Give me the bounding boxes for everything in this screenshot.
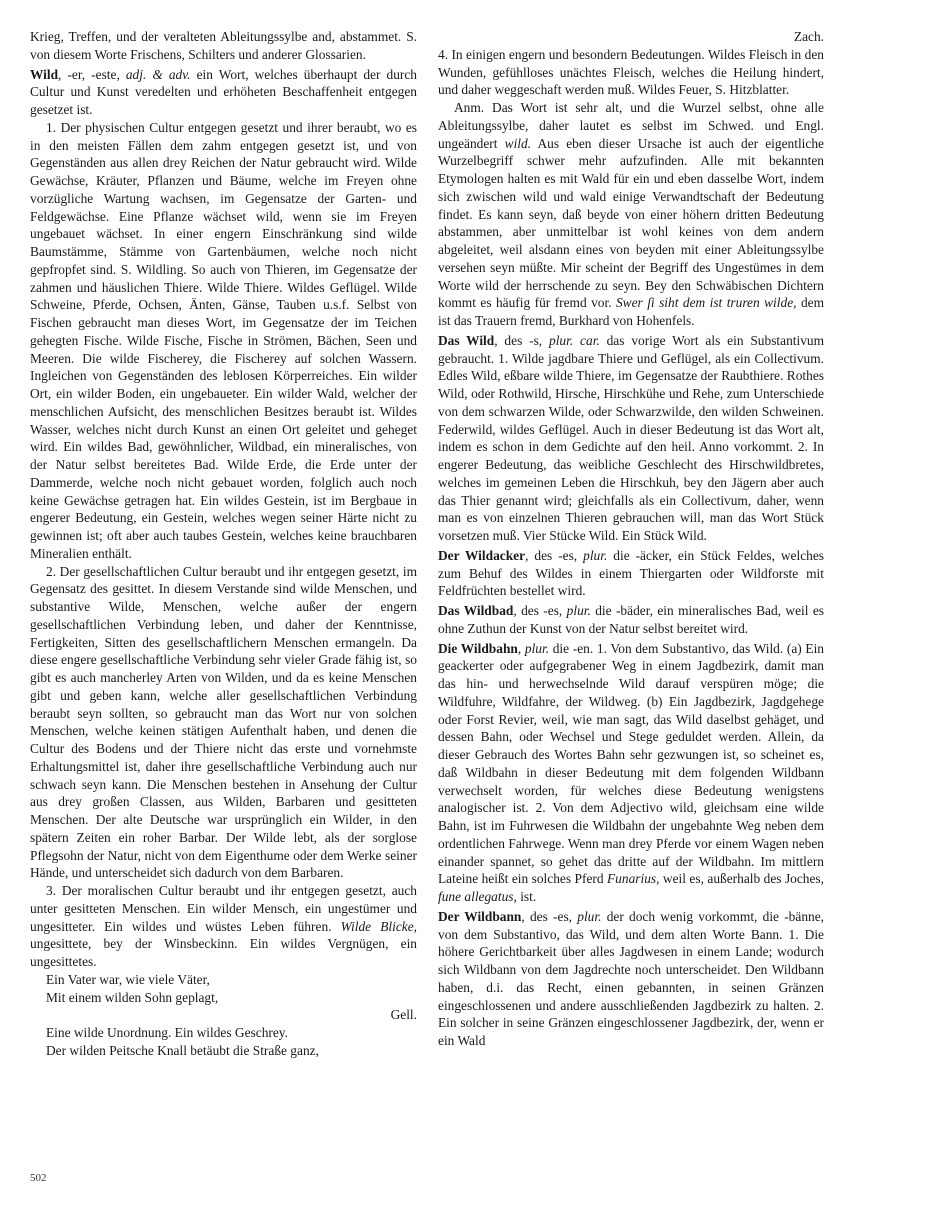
entry-das-wild: Das Wild, des -s, plur. car. das vorige Wort als ein Substantivum gebraucht. 1. Wilde jagdbare Thiere und Geflügel, als ein Collectivum. Edles Wild, eßbare wilde Thiere, im Gegensatze der Raubthiere. Rothes Wild, oder Rothwild, Hirsche, Hirschkühe und Rehe, zum Unterschiede von dem schwarzen Wilde, oder Schwarzwilde, den wilden Schweinen. Federwild, wildes Geflügel. Auch in dieser Bedeutung ist das Wort alt, indem es schon in dem Gedichte auf den heil. Anno vorkommt. 2. In engerer Bedeutung, das weibliche Geschlecht des Hirschwildbretes, welches im gemeinen Leben die Hirschkuh, bey den Jägern aber auch das Thier genannt wird; gleichfalls als ein Collectivum, daher, wenn man es von einzelnen Thieren gebrauchen will, man das Wort Stück vorsetzen muß. Vier Stücke Wild. Ein Stück Wild. bbox=[438, 332, 825, 543]
headword: Wild bbox=[30, 66, 59, 82]
part-of-speech: plur. bbox=[577, 908, 602, 924]
example-line: Eine wilde Unordnung. Ein wildes Geschrey. bbox=[46, 1025, 288, 1040]
verse-line: Ein Vater war, wie viele Väter, bbox=[46, 971, 210, 987]
verse-line: Der wilden Peitsche Knall betäubt die Straße ganz, bbox=[46, 1042, 319, 1058]
continued-paragraph: Krieg, Treffen, und der veralteten Ableitungssylbe and, abstammet. S. von diesem Worte Frischens, Schilters und anderer Glossarien. bbox=[30, 29, 417, 62]
headword: Das Wildbad bbox=[438, 603, 514, 618]
part-of-speech: plur. bbox=[583, 547, 608, 563]
entry-wildbann: Der Wildbann, des -es, plur. der doch wenig vorkommt, die -bänne, von dem Substantivo, das Wild, und dem alten Worte Bann. 1. Die höhere Gerichtbarkeit über alles Jagdwesen in einem Lande; wodurch sich Wildbann von dem Jagdrechte noch unterscheidet. Den Wildbann haben, d.i. das Recht, einen gebannten, in seinen Gränzen eingeschlossenen und andere ausschließenden Jagdbezirk zu halten. 2. Ein solcher in seine Gränzen eingeschlossener Jagdbezirk, der, wenn er ein Wald bbox=[438, 908, 825, 1048]
entry-wildacker: Der Wildacker, des -es, plur. die -äcker, ein Stück Feldes, welches zum Behuf des Wildes in einem Thiergarten oder Wildforste mit Feldfrüchten bestellet wird. bbox=[438, 547, 825, 599]
annotation: Anm. Das Wort ist sehr alt, und die Wurzel selbst, ohne alle Ableitungssylbe, daher lautet es selbst im Schwed. und Engl. ungeändert wild. Aus eben dieser Ursache ist auch der eigentliche Wurzelbegriff schwer mehr aufzufinden. Alle mit bekannten Etymologen halten es mit Wald für ein und eben dasselbe Wort, indem sich zwischen wild und wald einige Verwandtschaft der Bedeutung findet. Es kann seyn, daß beyde von einer höhern dritten Bedeutung abstammen, aber unmittelbar ist wohl keines von dem andern abgeleitet, weil alsdann eines von beyden mit einer Ableitungssylbe versehen seyn müßte. Mir scheint der Begriff des Ungestümes in dem Worte wild der herrschende zu seyn. Bey den Schwäbischen Dichtern kommt es häufig für fremd vor. Swer ſi siht dem ist truren wilde, dem ist das Trauern fremd, Burkhard von Hohenfels. bbox=[438, 100, 824, 328]
sense-1: 1. Der physischen Cultur entgegen gesetzt und ihrer beraubt, wo es in den meisten Fällen dem zahm entgegen gesetzt ist, und von Gegenständen aus allen drey Reichen der Natur gebraucht wird. Wilde Gewächse, Kräuter, Pflanzen und Bäume, welche im Freyen ohne vorzügliche Wartung wachsen, im Gegensatze der Garten- und Feldgewächse. Eine Pflanze wächset wild, wenn sie im Freyen ungebauet wächset. In einer engern Einschränkung sind wilde Baumstämme, Stämme von Gartenbäumen, welche noch nicht gepfropfet sind. S. Wildling. So auch von Thieren, im Gegensatze der zahmen und häuslichen Thiere. Wilde Thiere. Wildes Geflügel. Wilde Schweine, Pferde, Ochsen, Änten, Gänse, Tauben u.s.f. Selbst von Fischen gebraucht man dieses Wort, im Gegensatze der im Teichen gehegten Fische. Wilde Fische, Fische in Strömen, Bächen, Seen und Meeren. Die wilde Fischerey, die Fischerey auf solchen Wassern. Ingleichen von Gegenständen des leblosen Körperreiches. Ein wilder Ort, ein wilder Boden, ein ungebaueter. Ein wilder Wald, welcher der menschlichen Aufsicht, des menschlichen Besitzes beraubt ist. Wildes Wasser, welches nicht durch Kunst an einen Ort geleitet und geheget wird. Ein wildes Bad, gewöhnlicher, Wildbad, ein mineralisches, von der Natur selbst bereitetes Bad. Wilde Erde, die Erde unter der Dammerde, welche noch nicht gebauet worden, folglich auch noch keine Gewächse getragen hat. Ein wildes Gestein, ist im Bergbaue in engerer Bedeutung, ein Gestein, welches wegen seiner Härte nicht zu gewinnen ist; oft aber auch taubes Gestein, welches keine brauchbaren Mineralien enthält. bbox=[30, 119, 417, 561]
headword: Der Wildacker bbox=[438, 547, 526, 563]
part-of-speech: plur. bbox=[524, 640, 550, 656]
headword: Der Wildbann bbox=[438, 908, 522, 924]
sense-4: 4. In einigen engern und besondern Bedeutungen. Wildes Fleisch in den Wunden, gefühlloses unächtes Fleisch, welches die Heilung hindert, und daher weggeschaft werden muß. Wildes Feuer, S. Hitzblatter. bbox=[438, 46, 824, 98]
page-number: 502 bbox=[30, 1172, 47, 1184]
part-of-speech: plur. car. bbox=[549, 332, 600, 348]
part-of-speech: plur. bbox=[566, 603, 591, 618]
left-column bbox=[30, 28, 417, 1060]
right-column bbox=[438, 28, 824, 1050]
verse-source: Zach. bbox=[793, 29, 824, 44]
entry-wild: Wild, -er, -este, adj. & adv. ein Wort, welches überhaupt der durch Cultur und Kunst veredelten und erhöheten Beschaffenheit entgegen gesetzet ist. bbox=[30, 66, 417, 117]
entry-wildbahn: Die Wildbahn, plur. die -en. 1. Von dem Substantivo, das Wild. (a) Ein geackerter oder aufgegrabener Weg in einem Jagdbezirk, damit man das hin- und herwechselnde Wild darauf verspüren möge; die Wildfuhre, Wildfahre, der Wildweg. (b) Ein Jagdbezirk, Jagdgehege oder Forst Revier, weil, wie man sagt, das Wild daselbst gehäget, und dessen Bahn, oder Wechsel und Stege geduldet werden. Allein, da dieser Gebrauch des Wortes Bahn sehr gezwungen ist, so scheinet es, daß Wildbahn in dieser Bedeutung mit dem folgenden Wildbann verwechselt worden, für welches diese Bedeutung wenigstens analogischer ist. 2. Von dem Adjectivo wild, gleichsam eine wilde Bahn, ist im Fuhrwesen die Wildbahn der ungebahnte Weg neben dem ordentlichen Fahrwege. Wenn man drey Pferde vor einem Wagen neben einander spannet, so gehet das dritte auf der Wildbahn. Im mittlern Lateine heißt ein solches Pferd Funarius, weil es, außerhalb des Joches, fune allegatus, ist. bbox=[438, 640, 824, 904]
part-of-speech: adj. & adv. bbox=[125, 66, 191, 82]
sense-2: 2. Der gesellschaftlichen Cultur beraubt und ihr entgegen gesetzt, im Gegensatz des gesittet. In diesem Verstande sind wilde Menschen, und substantive Wilde, Menschen, welche außer der engern gesellschaftlichen Verbindung leben, und daher der Kenntnisse, Fertigkeiten, Sitten des gesellschaftlichern Menschen ermangeln. Da diese engere gesellschaftliche Verbindung sehr vieler Grade fähig ist, so gibt es auch mancherley Arten von Wilden, und da es keine Menschen gibt und geben kann, welche aller gesellschaftlichen Verbindung beraubt seyn sollten, so gebraucht man das Wort nur von solchen Menschen, welche keinen stätigen Aufenthalt haben, und denen die Cultur des Bodens und der Thiere nicht das erste und vornehmste Erhaltungsmittel ist, daher ihre gesellschaftliche Verbindung auch nur schwach seyn kann. Die Menschen bestehen in Ansehung der Cultur aus drey großen Classen, aus Wilden, Barbaren und gesitteten Menschen. Der alte Deutsche war ursprünglich ein Wilder, in den spätern Zeiten ein roher Barbar. Der Wilde lebt, als der sorglose Pflegsohn der Natur, nicht von dem Eigenthume oder dem Werke seiner Hände, und unterscheidet sich dadurch von dem Barbaren. bbox=[30, 563, 417, 881]
sense-3: 3. Der moralischen Cultur beraubt und ihr entgegen gesetzt, auch unter gesitteten Menschen. Ein wilder Mensch, ein ungestümer und ungesitteter. Ein wildes und wüstes Leben führen. Wilde Blicke, ungesittete, bey der Winsbeckinn. Ein wildes Vergnügen, ein ungesittetes. bbox=[30, 883, 417, 969]
verse-line: Mit einem wilden Sohn geplagt, bbox=[46, 989, 219, 1005]
entry-wildbad: Das Wildbad, des -es, plur. die -bäder, ein mineralisches Bad, weil es ohne Zuthun der Kunst von der Natur selbst bereitet wird. bbox=[438, 603, 824, 636]
headword: Die Wildbahn bbox=[438, 640, 518, 656]
verse-source: Gell. bbox=[390, 1007, 417, 1023]
headword: Das Wild bbox=[438, 332, 495, 348]
